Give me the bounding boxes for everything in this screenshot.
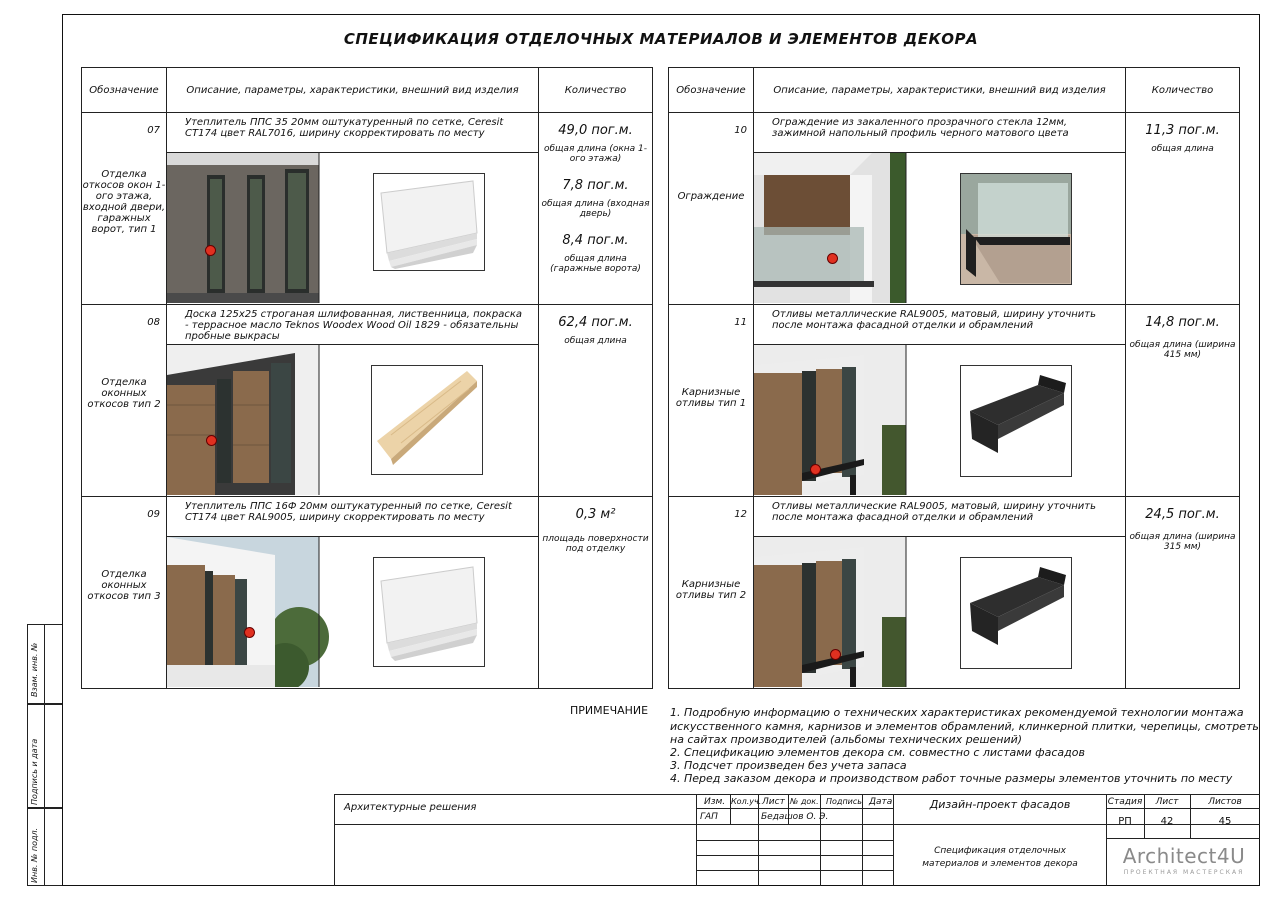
quantity-value: 7,8 пог.м. [562,178,629,193]
row-code: 12 [734,509,747,520]
note-line: 3. Подсчет произведен без учета запаса [670,759,907,772]
metal-sill-image [960,365,1072,477]
side-stamp-sign-date: Подпись и дата [27,704,62,808]
quantity-value: 8,4 пог.м. [562,233,629,248]
hdr-sign: Подпись [826,797,862,806]
hdr-list: Лист [762,797,785,807]
notes-label: ПРИМЕЧАНИЕ [570,704,649,717]
hdr-izm: Изм. [704,797,726,807]
sheet-title-line1: Спецификация отделочных [934,846,1066,856]
row-code: 10 [734,125,747,136]
row-description: Утеплитель ППС 35 20мм оштукатуренный по сетке, Ceresit CT174 цвет RAL7016, ширину скорректировать по месту [167,113,538,153]
col-header-designation: Обозначение [669,68,754,113]
hdr-date: Дата [869,797,893,807]
spec-table-left [81,67,653,689]
company-logo: Architect4U [1122,844,1246,868]
col-header-description: Описание, параметры, характеристики, внешний вид изделия [167,68,539,113]
sheets-total: 45 [1218,816,1232,827]
hdr-sheets: Листов [1208,797,1242,807]
company-logo-subtitle: ПРОЕКТНАЯ МАСТЕРСКАЯ [1123,869,1245,876]
note-line: 1. Подробную информацию о технических характеристиках рекомендуемой технологии монтажа [670,706,1244,719]
row-label: Отделка откосов окон 1-ого этажа, входной двери, гаражных ворот, тип 1 [82,169,166,235]
table-row [669,113,1240,305]
marker-dot [244,627,255,638]
quantity-note: общая длина (ширина 415 мм) [1129,340,1236,360]
quantity-note: общая длина [564,336,627,346]
quantity-note: площадь поверхности под отделку [542,534,649,554]
section-name: Архитектурные решения [344,802,477,813]
table-row [669,305,1240,497]
row-code: 07 [147,125,160,136]
col-header-designation: Обозначение [82,68,167,113]
marker-dot [205,245,216,256]
hdr-kol: Кол.уч. [731,797,762,806]
quantity-note: общая длина (входная дверь) [541,199,650,219]
wood-board-image [371,365,483,475]
sheet-title-line2: материалов и элементов декора [922,859,1078,869]
note-line: искусственного камня, карнизов и элементов обрамлений, клинкерной плитки, черепицы, смотреть [670,720,1259,733]
note-line: на сайтах производителей (альбомы технических решений) [670,733,1023,746]
col-header-description: Описание, параметры, характеристики, внешний вид изделия [754,68,1126,113]
quantity-value: 24,5 пог.м. [1145,507,1220,522]
facade-render-image [167,345,539,495]
note-line: 2. Спецификацию элементов декора см. совместно с листами фасадов [670,746,1085,759]
quantity-note: общая длина [1151,144,1214,154]
row-code: 09 [147,509,160,520]
row-description: Ограждение из закаленного прозрачного стекла 12мм, зажимной напольный профиль черного матового цвета [754,113,1125,153]
spec-table-right [668,67,1240,689]
row-description: Утеплитель ППС 16Ф 20мм оштукатуренный по сетке, Ceresit CT174 цвет RAL9005, ширину скорректировать по месту [167,497,538,537]
row-label: Ограждение [677,191,745,202]
stage-value: РП [1118,816,1132,827]
glass-clamp-profile-image [960,173,1072,285]
marker-dot [827,253,838,264]
row-label: Карнизные отливы тип 1 [675,387,747,409]
metal-sill-image [960,557,1072,669]
quantity-note: общая длина (ширина 315 мм) [1129,532,1236,552]
quantity-note: общая длина (окна 1-ого этажа) [543,144,648,164]
page-title: СПЕЦИФИКАЦИЯ ОТДЕЛОЧНЫХ МАТЕРИАЛОВ И ЭЛЕМЕНТОВ ДЕКОРА [343,30,979,48]
note-line: 4. Перед заказом декора и производством работ точные размеры элементов уточнить по месту [670,772,1233,785]
table-row [82,305,653,497]
marker-dot [830,649,841,660]
table-row [82,113,653,305]
table-row [669,497,1240,689]
insulation-board-image [373,557,485,667]
marker-dot [810,464,821,475]
row-label: Отделка оконных откосов тип 2 [87,377,161,410]
hdr-doc: № док. [790,797,819,806]
row-description: Отливы металлические RAL9005, матовый, ширину уточнить после монтажа фасадной отделки и обрамлений [754,305,1125,345]
col-header-quantity: Количество [1126,68,1240,113]
marker-dot [206,435,217,446]
quantity-value: 62,4 пог.м. [558,315,633,330]
quantity-value: 49,0 пог.м. [558,123,633,138]
row-label: Карнизные отливы тип 2 [675,579,747,601]
side-stamp-inv-podl: Инв. № подл. [27,808,62,886]
person-name: Бедашов О. Э. [761,812,829,822]
row-label: Отделка оконных откосов тип 3 [87,569,161,602]
side-stamp-inv-vzam: Взам. инв. № [27,624,62,704]
hdr-stage: Стадия [1107,797,1143,807]
project-name: Дизайн-проект фасадов [929,798,1071,811]
quantity-value: 0,3 м² [575,507,616,522]
hdr-sheet: Лист [1155,797,1179,807]
sheet-number: 42 [1160,816,1174,827]
role-gap: ГАП [700,812,718,822]
quantity-note: общая длина (гаражные ворота) [550,254,641,274]
quantity-value: 11,3 пог.м. [1145,123,1220,138]
col-header-quantity: Количество [539,68,653,113]
row-description: Отливы металлические RAL9005, матовый, ширину уточнить после монтажа фасадной отделки и обрамлений [754,497,1125,537]
row-description: Доска 125х25 строганая шлифованная, лиственница, покраска - террасное масло Teknos Woodex Wood Oil 1829 - обязательны пробные выкрасы [167,305,538,345]
row-code: 11 [734,317,747,328]
table-row [82,497,653,689]
insulation-board-image [373,173,485,271]
row-code: 08 [147,317,160,328]
quantity-value: 14,8 пог.м. [1145,315,1220,330]
side-stamp-divider [44,624,45,886]
